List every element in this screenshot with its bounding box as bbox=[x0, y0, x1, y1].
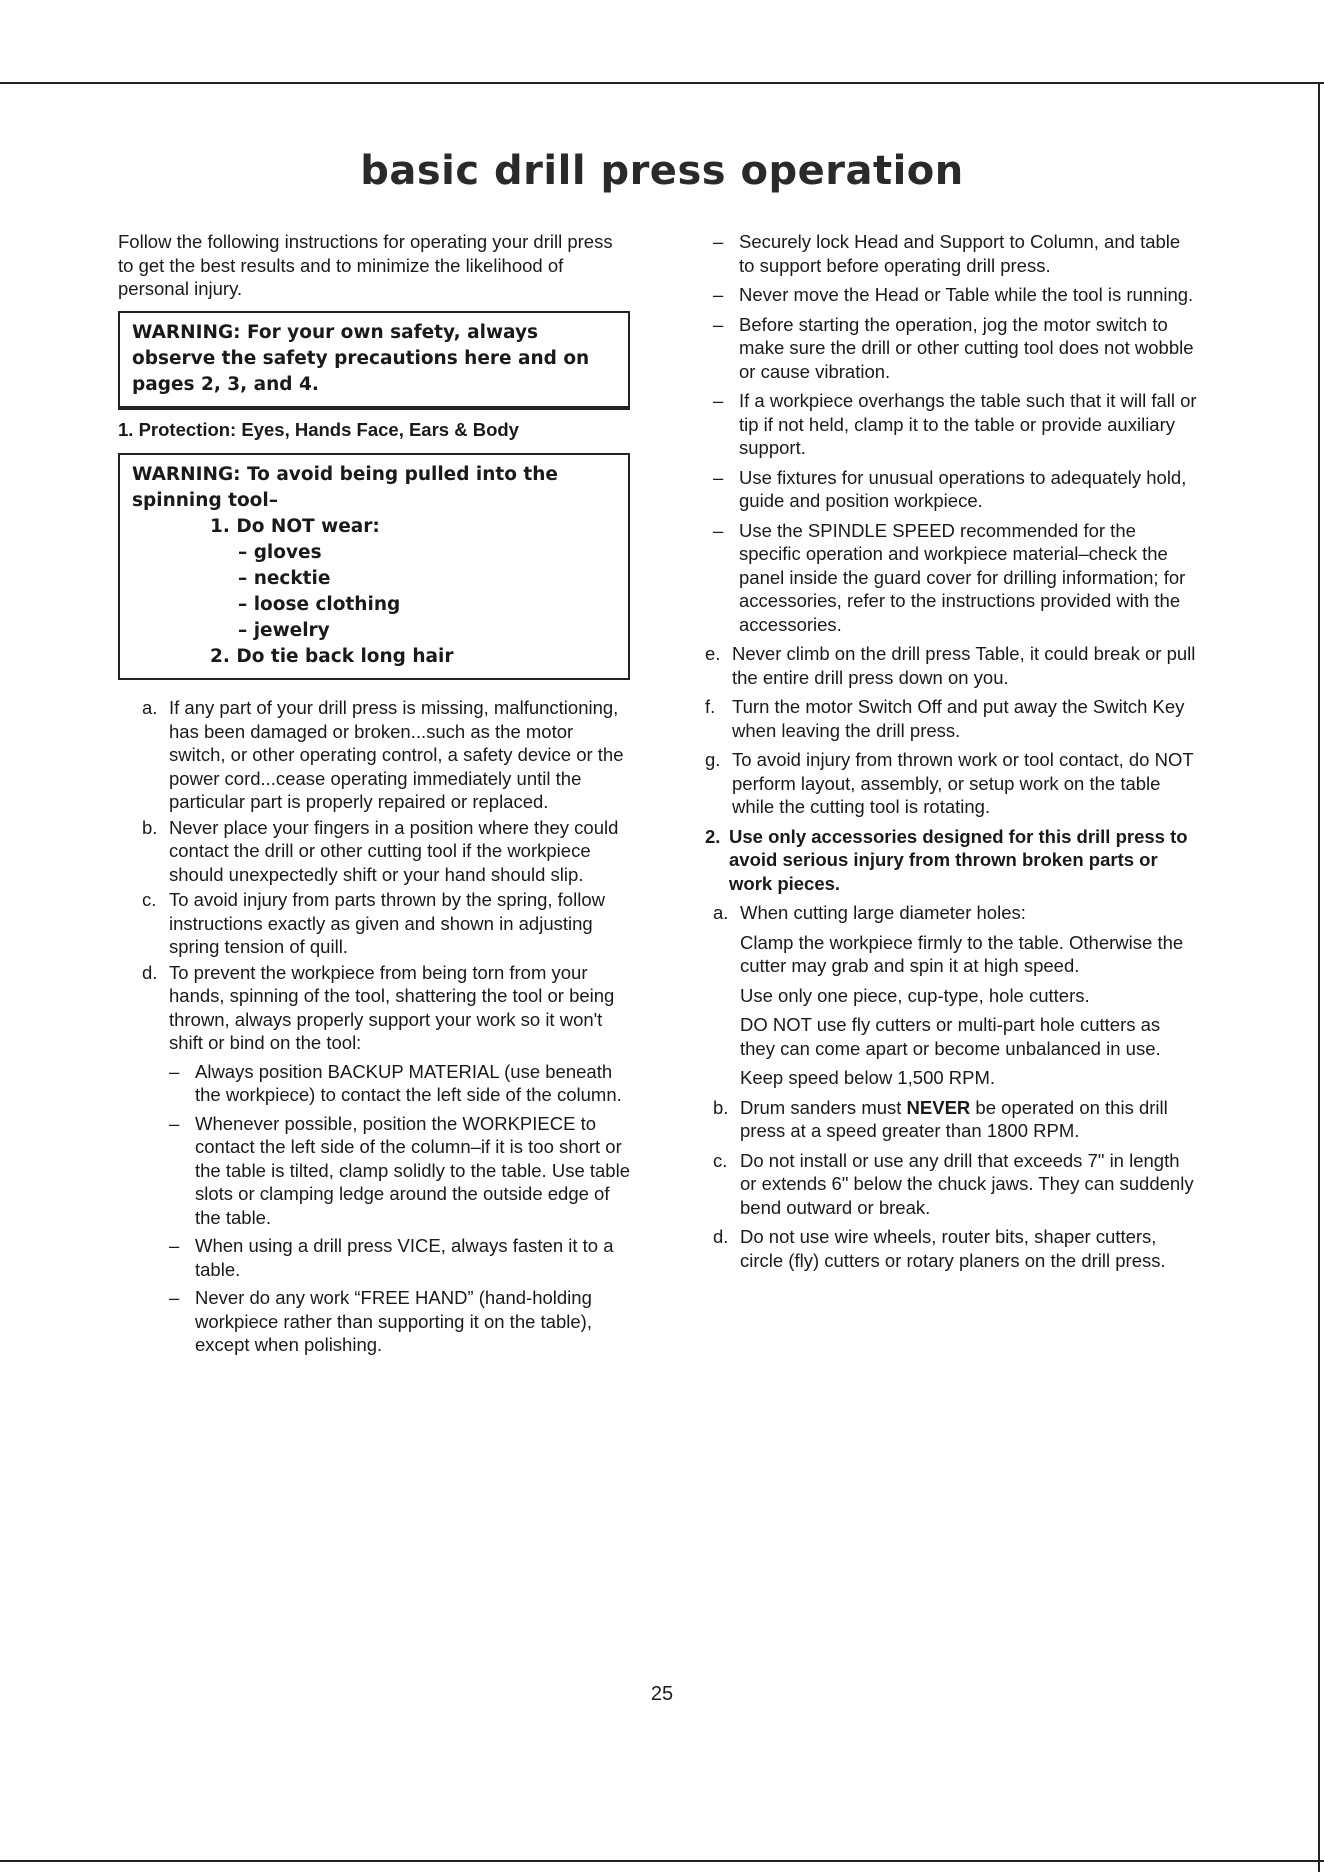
dash-item bbox=[169, 1060, 630, 1107]
page-title: basic drill press operation bbox=[360, 148, 964, 194]
list-item-b bbox=[142, 816, 630, 887]
warning-item-do-not-wear: 1. Do NOT wear: bbox=[210, 516, 380, 537]
warning-clothing-heading: WARNING: To avoid being pulled into the spinning tool– bbox=[132, 464, 558, 511]
list-item-text: To prevent the workpiece from being torn from your hands, spinning of the tool, shattering the tool or being thrown, always properly support your work so it won't shift or bind on the tool: bbox=[169, 961, 615, 1053]
warning-safety-text: WARNING: For your own safety, always observe the safety precautions here and on pages 2, 3, and 4. bbox=[132, 321, 590, 395]
hole-cutter-paragraph: Use only one piece, cup-type, hole cutters. bbox=[740, 984, 1090, 1006]
list-item-text: To avoid injury from thrown work or tool contact, do NOT perform layout, assembly, or setup work on the table while the cutting tool is rotating. bbox=[732, 749, 1194, 817]
dash-item-text: Use the SPINDLE SPEED recommended for the specific operation and workpiece material–check the panel inside the guard cover for drilling information; for accessories, refer to the instructions provided with the accessories. bbox=[739, 519, 1186, 635]
list-item-text: be operated on this drill press at a speed greater than 1800 RPM. bbox=[740, 1096, 1168, 1141]
dash-mark: – bbox=[713, 390, 724, 411]
dash-item-text: Before starting the operation, jog the motor switch to make sure the drill or other cutting tool does not wobble or cause vibration. bbox=[739, 313, 1194, 382]
dash-item bbox=[169, 1286, 630, 1357]
list-item-a bbox=[713, 901, 1200, 1090]
list-item-text: If any part of your drill press is missing, malfunctioning, has been damaged or broken...such as the motor switch, or other operating control, a safety device or the power cord...cease operating immediately until the particular part is properly repaired or replaced. bbox=[169, 697, 624, 812]
warning-subitem-jewelry: – jewelry bbox=[238, 620, 330, 641]
list-item-d bbox=[713, 1225, 1200, 1272]
list-item-text: Do not use wire wheels, router bits, shaper cutters, circle (fly) cutters or rotary planers on the drill press. bbox=[740, 1226, 1166, 1271]
list-item-g bbox=[705, 748, 1200, 819]
dash-item-text: Whenever possible, position the WORKPIECE to contact the left side of the column–if it is too short or the table is tilted, clamp solidly to the table. Use table slots or clamping ledge around the outside edge of the table. bbox=[195, 1112, 630, 1228]
section-1-number: 1. bbox=[118, 418, 134, 440]
dash-item-text: If a workpiece overhangs the table such that it will fall or tip if not held, clamp it to the table or provide auxiliary support. bbox=[739, 390, 1197, 458]
section-1-heading bbox=[118, 408, 630, 442]
dash-mark: – bbox=[713, 313, 724, 335]
emphasis-never: NEVER bbox=[906, 1096, 971, 1118]
page-number: 25 bbox=[650, 1683, 674, 1705]
section-2-list bbox=[705, 901, 1200, 1272]
dash-item bbox=[169, 1234, 630, 1281]
list-item-e bbox=[705, 642, 1200, 689]
list-item-text: Never climb on the drill press Table, it could break or pull the entire drill press down on you. bbox=[732, 643, 1196, 688]
warning-subitem-gloves: – gloves bbox=[238, 542, 322, 563]
right-column bbox=[705, 230, 1200, 1272]
hole-cutter-paragraph: Clamp the workpiece firmly to the table. Otherwise the cutter may grab and spin it at high speed. bbox=[740, 931, 1184, 976]
hole-cutter-paragraph: Keep speed below 1,500 RPM. bbox=[740, 1067, 996, 1088]
list-item-label: a. bbox=[142, 697, 158, 718]
list-item-label: e. bbox=[705, 643, 721, 664]
warning-box-clothing bbox=[118, 453, 630, 680]
intro-paragraph: Follow the following instructions for operating your drill press to get the best results and to minimize the likelihood of personal injury. bbox=[118, 231, 613, 299]
dash-item bbox=[713, 283, 1200, 307]
dash-item-text: Never move the Head or Table while the tool is running. bbox=[739, 284, 1194, 305]
dash-mark: – bbox=[713, 519, 724, 541]
dash-mark: – bbox=[169, 1235, 180, 1256]
dash-item bbox=[169, 1112, 630, 1230]
dash-item bbox=[713, 466, 1200, 513]
section-2-heading bbox=[705, 825, 1200, 896]
warning-item-tie-hair: 2. Do tie back long hair bbox=[210, 646, 454, 667]
list-item-text: When cutting large diameter holes: bbox=[740, 902, 1026, 923]
list-item-label: b. bbox=[142, 816, 158, 838]
dash-mark: – bbox=[713, 231, 724, 252]
list-item-b bbox=[713, 1096, 1200, 1143]
list-item-f bbox=[705, 695, 1200, 742]
hole-cutter-paragraph: DO NOT use fly cutters or multi-part hole cutters as they can come apart or become unbalanced in use. bbox=[740, 1014, 1161, 1059]
dash-mark: – bbox=[713, 284, 724, 305]
list-item-label: c. bbox=[713, 1149, 728, 1171]
right-rule bbox=[1318, 82, 1320, 1872]
left-item-list bbox=[118, 696, 630, 1357]
section-1-title: Protection: Eyes, Hands Face, Ears & Body bbox=[138, 418, 519, 440]
list-item-text: To avoid injury from parts thrown by the spring, follow instructions exactly as given and shown in adjusting spring tension of quill. bbox=[169, 889, 605, 957]
warning-subitem-loose-clothing: – loose clothing bbox=[238, 594, 401, 615]
dash-item bbox=[713, 313, 1200, 384]
list-item-c bbox=[142, 888, 630, 959]
dash-mark: – bbox=[713, 466, 724, 488]
dash-mark: – bbox=[169, 1060, 180, 1082]
list-item-label: a. bbox=[713, 902, 729, 923]
dash-item bbox=[713, 519, 1200, 637]
list-item-text: Never place your fingers in a position where they could contact the drill or other cutting tool if the workpiece should unexpectedly shift or your hand should slip. bbox=[169, 816, 619, 885]
dash-item bbox=[713, 230, 1200, 277]
list-item-text: Do not install or use any drill that exceeds 7" in length or extends 6" below the chuck jaws. They can suddenly bend outward or break. bbox=[740, 1149, 1194, 1218]
dash-item-text: Securely lock Head and Support to Column, and table to support before operating drill press. bbox=[739, 231, 1181, 276]
dash-mark: – bbox=[169, 1112, 180, 1134]
warning-subitem-necktie: – necktie bbox=[238, 568, 331, 589]
dash-item-text: When using a drill press VICE, always fasten it to a table. bbox=[195, 1235, 614, 1280]
warning-box-safety bbox=[118, 311, 630, 408]
list-item-label: g. bbox=[705, 749, 721, 770]
list-item-c bbox=[713, 1149, 1200, 1220]
list-item-label: d. bbox=[142, 961, 158, 983]
list-item-text: Turn the motor Switch Off and put away the Switch Key when leaving the drill press. bbox=[732, 696, 1185, 741]
dash-item bbox=[713, 389, 1200, 460]
list-item-text: Drum sanders must bbox=[740, 1096, 907, 1118]
list-item-label: f. bbox=[705, 696, 716, 717]
dash-mark: – bbox=[169, 1287, 180, 1308]
top-rule bbox=[0, 82, 1324, 84]
dash-item-text: Always position BACKUP MATERIAL (use beneath the workpiece) to contact the left side of the column. bbox=[195, 1060, 622, 1105]
list-item-a bbox=[142, 696, 630, 814]
section-2-number: 2. bbox=[705, 825, 721, 847]
list-item-label: b. bbox=[713, 1096, 729, 1118]
section-2-text: Use only accessories designed for this drill press to avoid serious injury from thrown broken parts or work pieces. bbox=[729, 825, 1188, 894]
bottom-rule bbox=[0, 1860, 1324, 1862]
left-column bbox=[118, 230, 630, 1357]
dash-item-text: Never do any work “FREE HAND” (hand-holding workpiece rather than supporting it on the table), except when polishing. bbox=[195, 1287, 592, 1355]
list-item-label: c. bbox=[142, 889, 157, 910]
right-dash-list bbox=[705, 230, 1200, 636]
list-item-d bbox=[142, 961, 630, 1357]
dash-item-text: Use fixtures for unusual operations to adequately hold, guide and position workpiece. bbox=[739, 466, 1187, 511]
list-item-label: d. bbox=[713, 1226, 729, 1247]
